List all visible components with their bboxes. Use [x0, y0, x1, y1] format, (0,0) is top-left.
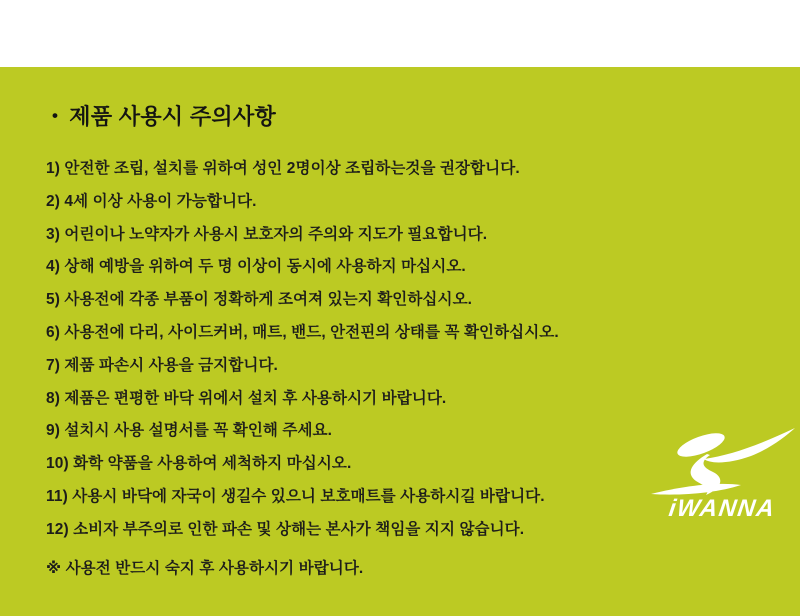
title-bullet-icon: • — [52, 106, 59, 125]
precaution-item: 12) 소비자 부주의로 인한 파손 및 상해는 본사가 책임을 지지 않습니다. — [46, 520, 525, 538]
precaution-item: 6) 사용전에 다리, 사이드커버, 매트, 밴드, 안전핀의 상태를 꼭 확인하십시오. — [46, 323, 559, 341]
iwanna-brand-text: iWANNA — [667, 495, 778, 522]
iwanna-logo — [646, 424, 798, 521]
precaution-item: 10) 화학 약품을 사용하여 세척하지 마십시오. — [46, 455, 352, 473]
precaution-item: 2) 4세 이상 사용이 가능합니다. — [46, 192, 257, 210]
footnote-text: ※ 사용전 반드시 숙지 후 사용하시기 바랍니다. — [46, 559, 364, 577]
precaution-item: 4) 상해 예방을 위하여 두 명 이상이 동시에 사용하지 마십시오. — [46, 258, 466, 276]
precaution-item: 3) 어린이나 노약자가 사용시 보호자의 주의와 지도가 필요합니다. — [46, 225, 488, 243]
precaution-item: 5) 사용전에 각종 부품이 정확하게 조여져 있는지 확인하십시오. — [46, 291, 473, 309]
precaution-item: 9) 설치시 사용 설명서를 꼭 확인해 주세요. — [46, 422, 332, 440]
page-title — [46, 103, 770, 130]
precaution-item: 8) 제품은 편평한 바닥 위에서 설치 후 사용하시기 바랍니다. — [46, 389, 447, 407]
precaution-item: 7) 제품 파손시 사용을 금지합니다. — [46, 356, 278, 374]
precaution-item: 1) 안전한 조립, 설치를 위하여 성인 2명이상 조립하는것을 권장합니다. — [46, 160, 520, 177]
page-title-text: 제품 사용시 주의사항 — [69, 104, 277, 129]
precaution-item: 11) 사용시 바닥에 자국이 생길수 있으니 보호매트를 사용하시길 바랍니다. — [46, 487, 545, 505]
iwanna-swoosh-figure-icon — [646, 424, 798, 496]
